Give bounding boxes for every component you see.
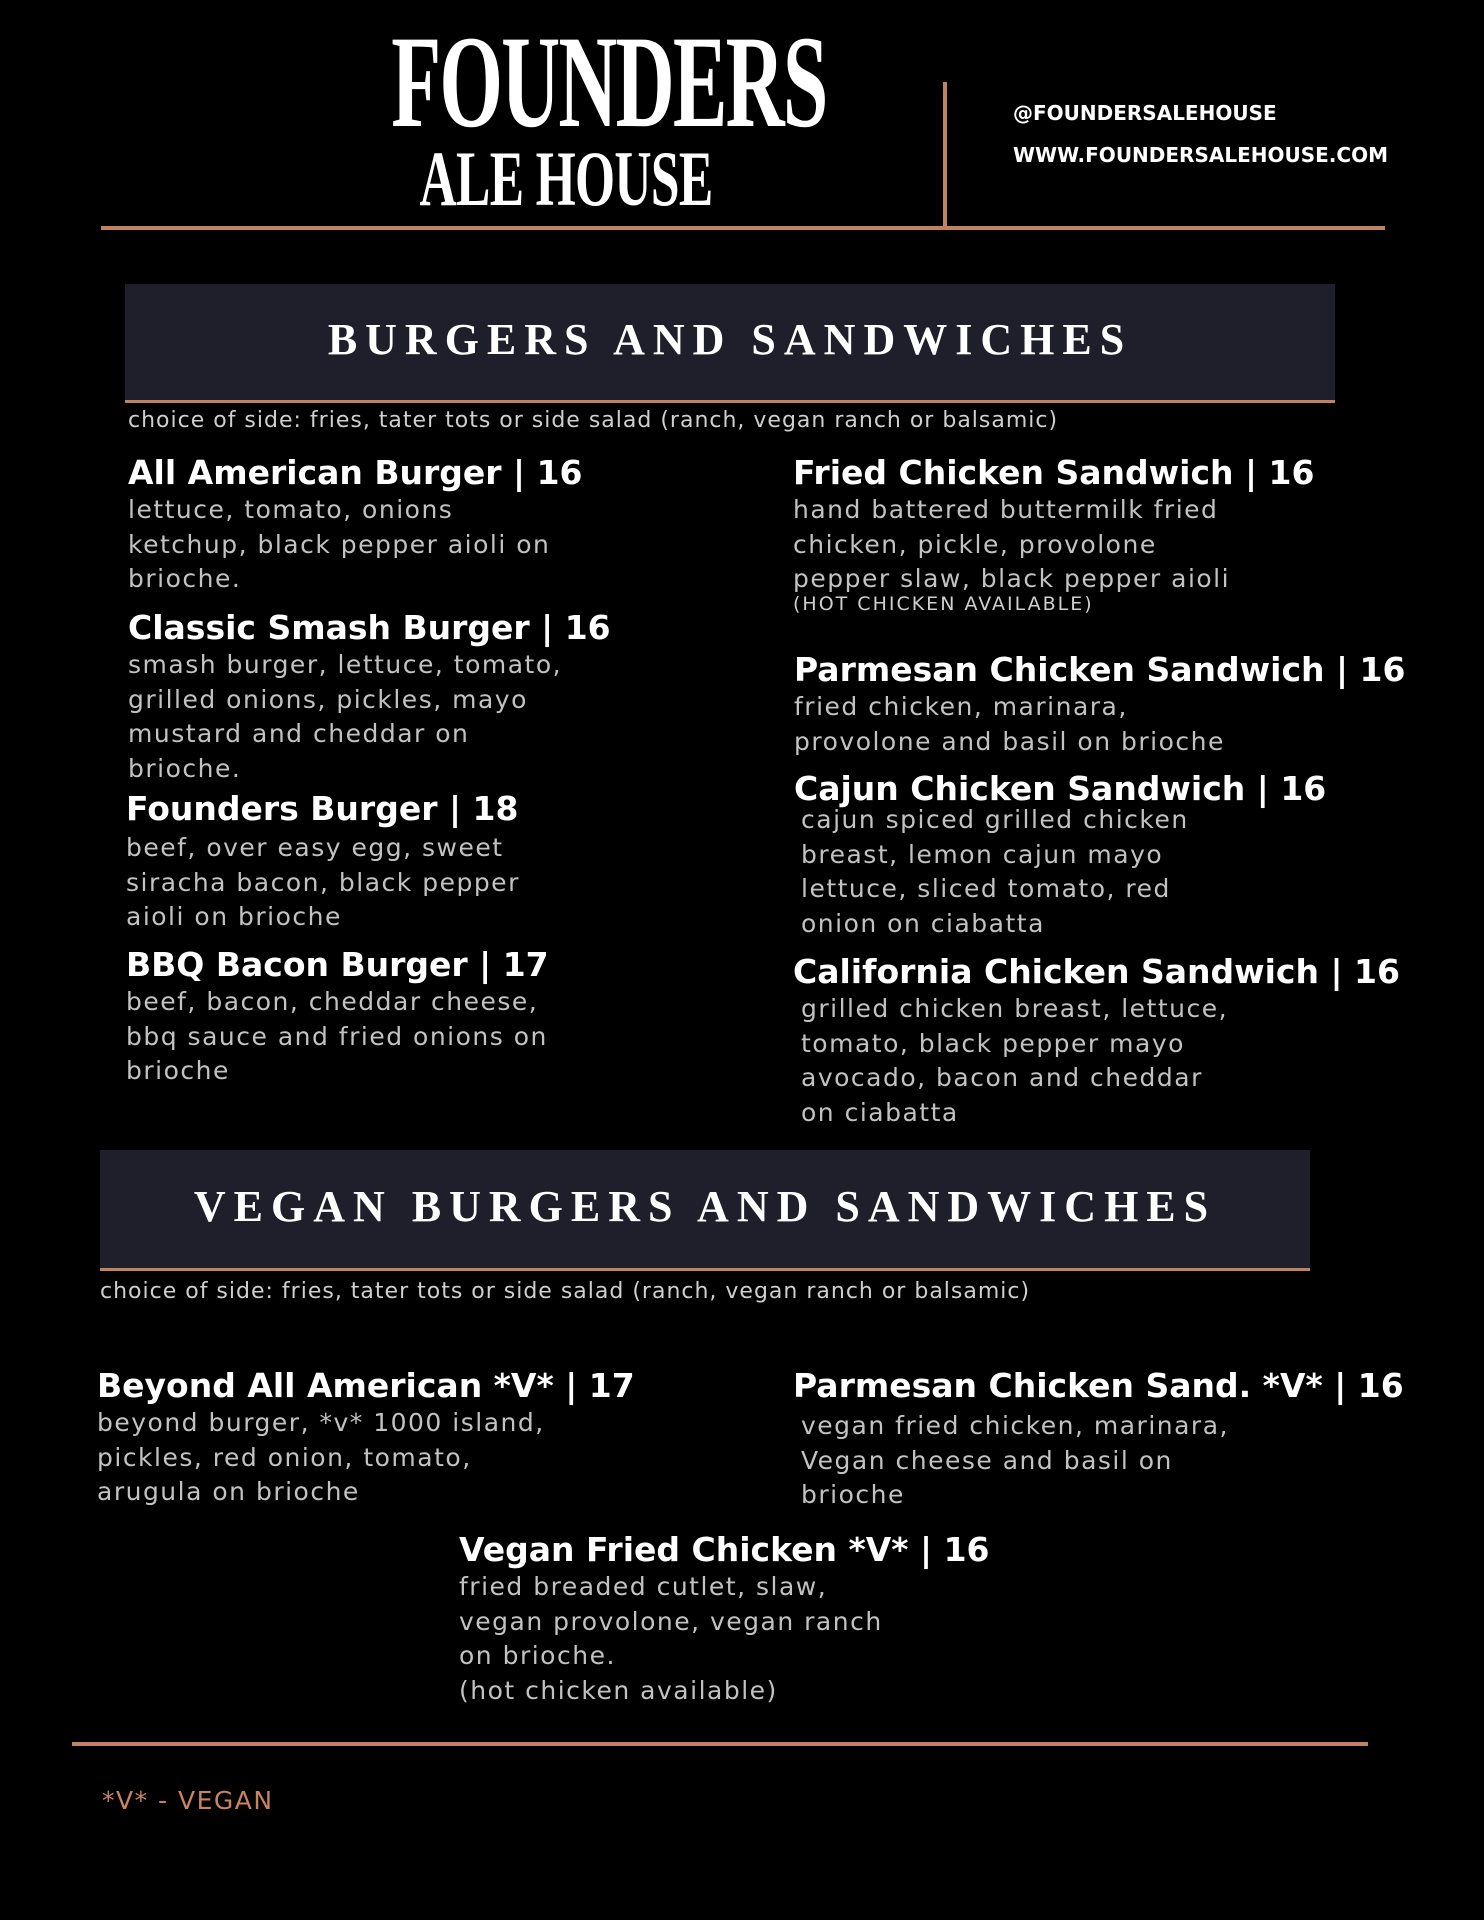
item-title: Vegan Fried Chicken *V* | 16 [459, 1530, 990, 1569]
item-description [128, 648, 611, 786]
desc-line: cajun spiced grilled chicken [801, 805, 1189, 834]
desc-line: Vegan cheese and basil on [801, 1445, 1173, 1475]
desc-line: provolone and basil on brioche [794, 726, 1225, 756]
item-description [126, 831, 520, 935]
desc-line: aioli on brioche [126, 902, 342, 931]
item-description [459, 1570, 990, 1708]
vegan-legend: *V* - VEGAN [102, 1786, 274, 1815]
desc-line: breast, lemon cajun mayo [801, 839, 1164, 869]
vegan-section-title: VEGAN BURGERS AND SANDWICHES [193, 1182, 1217, 1231]
desc-line: brioche. [128, 564, 242, 593]
desc-line: brioche [126, 1056, 230, 1085]
item-description [97, 1406, 635, 1510]
item-title: Parmesan Chicken Sand. *V* | 16 [793, 1366, 1404, 1405]
desc-line: smash burger, lettuce, tomato, [128, 650, 563, 679]
desc-line: bbq sauce and fried onions on [126, 1021, 548, 1051]
social-handle: @FOUNDERSALEHOUSE [1013, 101, 1277, 125]
desc-line: hand battered buttermilk fried [793, 495, 1219, 524]
menu-item-parmesan-chicken [794, 650, 1405, 759]
desc-line: avocado, bacon and cheddar [801, 1063, 1203, 1092]
item-description [801, 1409, 1404, 1513]
item-title: All American Burger | 16 [128, 453, 583, 492]
desc-line: ketchup, black pepper aioli on [128, 529, 551, 559]
item-title: BBQ Bacon Burger | 17 [126, 945, 549, 984]
menu-item-vegan-fried-chicken [459, 1530, 990, 1708]
logo-founders: FOUNDERS [391, 8, 827, 155]
desc-line: beef, over easy egg, sweet [126, 833, 504, 862]
desc-line: vegan provolone, vegan ranch [459, 1606, 883, 1636]
vegan-side-note: choice of side: fries, tater tots or side salad (ranch, vegan ranch or balsamic) [100, 1279, 1031, 1304]
menu-item-founders-burger [126, 789, 520, 935]
menu-item-california-chicken [793, 952, 1400, 1130]
vegan-section-banner [100, 1150, 1310, 1271]
burgers-section-banner [125, 284, 1335, 403]
item-description [793, 493, 1314, 597]
menu-item-bbq-bacon [126, 945, 549, 1089]
item-description [126, 985, 549, 1089]
item-description [794, 690, 1405, 759]
desc-line: grilled chicken breast, lettuce, [801, 994, 1229, 1023]
desc-line: on ciabatta [801, 1097, 959, 1127]
desc-line: chicken, pickle, provolone [793, 529, 1157, 559]
footer-divider [72, 1742, 1368, 1746]
desc-line: arugula on brioche [97, 1477, 360, 1506]
desc-line: beef, bacon, cheddar cheese, [126, 987, 539, 1016]
desc-line: on brioche. [459, 1641, 616, 1670]
desc-line: (hot chicken available) [459, 1675, 778, 1705]
item-title: Fried Chicken Sandwich | 16 [793, 453, 1315, 492]
item-description [801, 803, 1326, 941]
item-description [801, 992, 1400, 1130]
desc-line: siracha bacon, black pepper [126, 867, 520, 897]
item-title: Parmesan Chicken Sandwich | 16 [794, 650, 1406, 689]
desc-line: brioche. [128, 753, 242, 783]
menu-item-beyond-all-american [97, 1366, 635, 1510]
desc-line: lettuce, sliced tomato, red [801, 874, 1171, 903]
menu-item-cajun-chicken [794, 769, 1326, 941]
menu-item-fried-chicken [793, 453, 1314, 615]
desc-line: fried chicken, marinara, [794, 692, 1128, 721]
menu-item-vegan-parmesan-chicken [793, 1366, 1404, 1513]
desc-line: grilled onions, pickles, mayo [128, 684, 528, 714]
desc-line: lettuce, tomato, onions [128, 495, 454, 524]
menu-item-all-american [128, 453, 583, 597]
item-title: Beyond All American *V* | 17 [97, 1366, 635, 1405]
desc-line: brioche [801, 1480, 905, 1509]
item-note: (HOT CHICKEN AVAILABLE) [793, 592, 1094, 615]
website-url: WWW.FOUNDERSALEHOUSE.COM [1013, 143, 1388, 167]
item-title: California Chicken Sandwich | 16 [793, 952, 1400, 991]
item-description [128, 493, 583, 597]
logo-ale-house: ALE HOUSE [419, 135, 713, 222]
burgers-side-note: choice of side: fries, tater tots or side salad (ranch, vegan ranch or balsamic) [128, 408, 1059, 433]
desc-line: beyond burger, *v* 1000 island, [97, 1408, 545, 1437]
burgers-section-title: BURGERS AND SANDWICHES [327, 315, 1133, 364]
desc-line: pickles, red onion, tomato, [97, 1442, 472, 1472]
desc-line: mustard and cheddar on [128, 719, 470, 748]
header-vertical-divider [943, 82, 947, 228]
item-title: Classic Smash Burger | 16 [128, 608, 611, 647]
item-title: Cajun Chicken Sandwich | 16 [794, 769, 1327, 808]
desc-line: vegan fried chicken, marinara, [801, 1411, 1229, 1440]
desc-line: fried breaded cutlet, slaw, [459, 1572, 828, 1601]
desc-line: tomato, black pepper mayo [801, 1028, 1185, 1058]
menu-item-classic-smash [128, 608, 611, 786]
item-title: Founders Burger | 18 [126, 789, 519, 828]
header-divider [101, 226, 1385, 230]
desc-line: pepper slaw, black pepper aioli [793, 564, 1231, 593]
desc-line: onion on ciabatta [801, 908, 1045, 938]
